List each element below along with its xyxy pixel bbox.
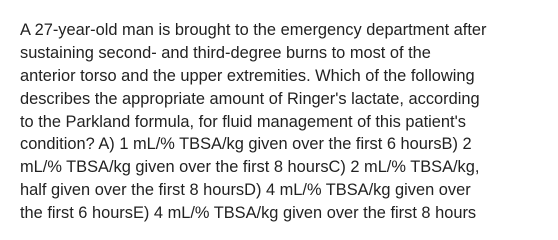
question-line: describes the appropriate amount of Ringer's lactate, according: [20, 89, 480, 108]
question-text: [20, 19, 544, 225]
question-line: sustaining second- and third-degree burns to most of the: [20, 43, 431, 62]
question-line: mL/% TBSA/kg given over the first 8 hoursC) 2 mL/% TBSA/kg,: [20, 158, 480, 177]
question-line: anterior torso and the upper extremities. Which of the following: [20, 66, 475, 85]
question-line: the first 6 hoursE) 4 mL/% TBSA/kg given over the first 8 hours: [20, 204, 477, 223]
question-line: to the Parkland formula, for fluid management of this patient's: [20, 112, 466, 131]
question-line: half given over the first 8 hoursD) 4 mL/% TBSA/kg given over: [20, 181, 471, 200]
question-line: condition? A) 1 mL/% TBSA/kg given over the first 6 hoursB) 2: [20, 135, 472, 154]
question-line: A 27-year-old man is brought to the emergency department after: [20, 21, 487, 39]
